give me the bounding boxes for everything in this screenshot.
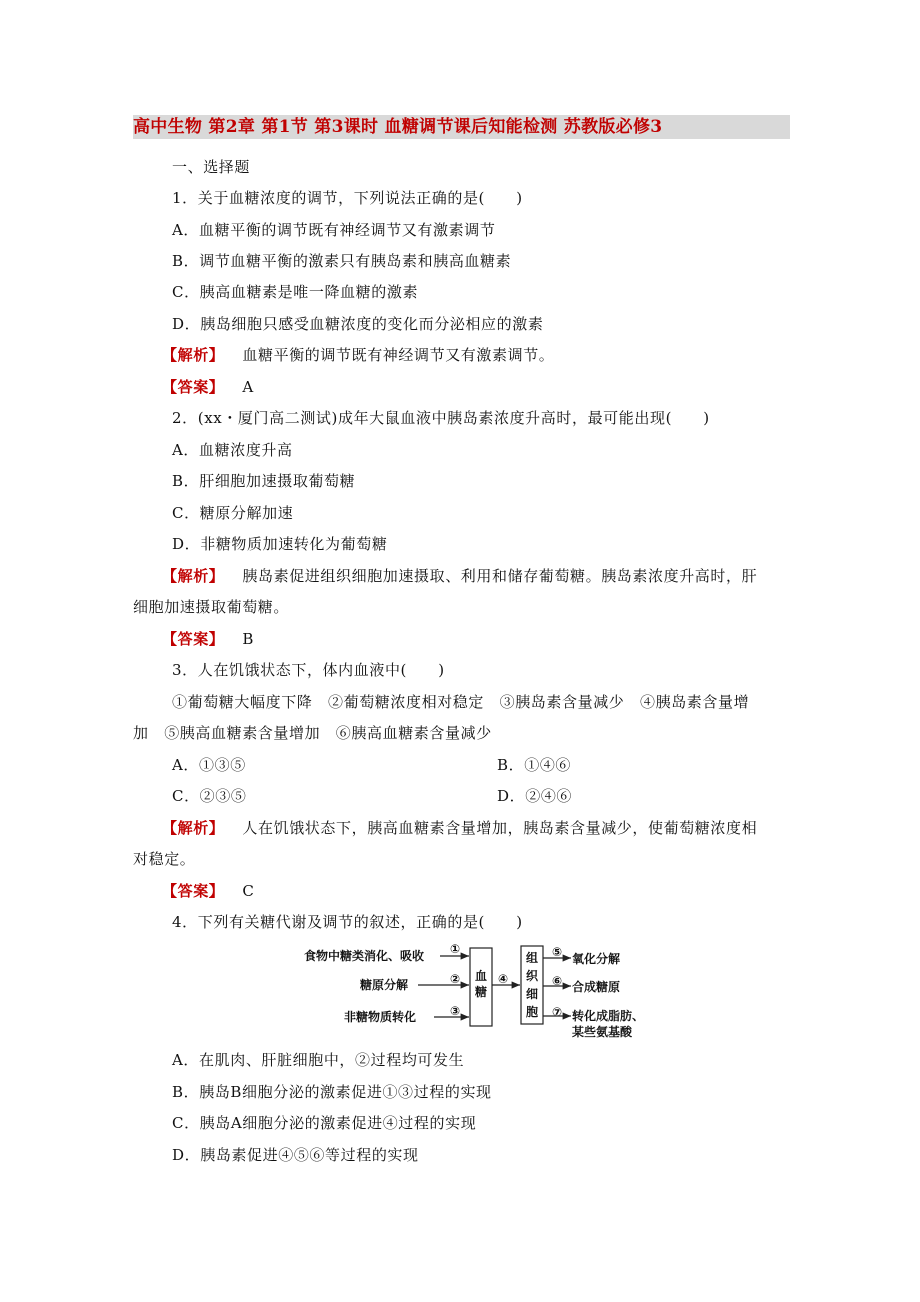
analysis-text: 胰岛素促进组织细胞加速摄取、利用和储存葡萄糖。胰岛素浓度升高时，肝 [242, 567, 758, 585]
q3-items-cont: 加 ⑤胰高血糖素含量增加 ⑥胰高血糖素含量减少 [133, 724, 492, 742]
q4-option-b: B．胰岛B细胞分泌的激素促进①③过程的实现 [172, 1083, 492, 1101]
answer-label: 【答案】 [162, 630, 225, 648]
answer-label: 【答案】 [162, 378, 225, 396]
q4-option-c: C．胰岛A细胞分泌的激素促进④过程的实现 [172, 1114, 477, 1132]
q3-option-b: B．①④⑥ [497, 756, 572, 774]
q1-option-d: D．胰岛细胞只感受血糖浓度的变化而分泌相应的激素 [172, 315, 544, 333]
q1-analysis [162, 345, 554, 365]
q2-option-a: A．血糖浓度升高 [172, 441, 293, 459]
answer-text: B [242, 630, 255, 648]
q1-option-b: B．调节血糖平衡的激素只有胰岛素和胰高血糖素 [172, 252, 512, 270]
q2-analysis [162, 566, 757, 586]
tissue-cell-char-3: 细 [526, 987, 539, 1001]
q3-option-d: D．②④⑥ [497, 787, 573, 805]
label-4: ④ [498, 972, 509, 986]
q3-stem: 3．人在饥饿状态下，体内血液中( ) [172, 661, 445, 679]
q2-answer [162, 629, 254, 649]
q1-option-a: A．血糖平衡的调节既有神经调节又有激素调节 [172, 221, 496, 239]
answer-text: C [242, 882, 255, 900]
blood-glucose-char-2: 糖 [475, 985, 488, 999]
section-heading: 一、选择题 [172, 158, 251, 176]
label-3: ③ [450, 1004, 461, 1018]
answer-label: 【答案】 [162, 882, 225, 900]
output-amino: 某些氨基酸 [572, 1025, 633, 1038]
label-5: ⑤ [552, 945, 563, 959]
q3-answer [162, 881, 254, 901]
output-glycogen: 合成糖原 [572, 980, 621, 994]
analysis-label: 【解析】 [162, 346, 225, 364]
q2-analysis-cont: 细胞加速摄取葡萄糖。 [133, 598, 290, 616]
glucose-metabolism-diagram [290, 938, 690, 1038]
tissue-cell-char-1: 组 [526, 951, 539, 965]
analysis-text: 血糖平衡的调节既有神经调节又有激素调节。 [242, 346, 555, 364]
tissue-cell-char-2: 织 [526, 969, 539, 983]
q3-analysis [162, 818, 757, 838]
tissue-cell-char-4: 胞 [526, 1005, 539, 1019]
q4-option-d: D．胰岛素促进④⑤⑥等过程的实现 [172, 1146, 419, 1164]
q3-option-c: C．②③⑤ [172, 787, 247, 805]
q1-stem: 1．关于血糖浓度的调节，下列说法正确的是( ) [172, 189, 523, 207]
q1-option-c: C．胰高血糖素是唯一降血糖的激素 [172, 283, 419, 301]
label-1: ① [450, 942, 461, 956]
q3-analysis-cont: 对稳定。 [133, 850, 196, 868]
answer-text: A [242, 378, 254, 396]
blood-glucose-char-1: 血 [475, 969, 488, 983]
q3-items: ①葡萄糖大幅度下降 ②葡萄糖浓度相对稳定 ③胰岛素含量减少 ④胰岛素含量增 [172, 693, 750, 711]
q1-answer [162, 377, 254, 397]
q2-option-c: C．糖原分解加速 [172, 504, 294, 522]
output-oxidation: 氧化分解 [572, 952, 621, 966]
source-gluconeogenesis: 非糖物质转化 [344, 1010, 417, 1024]
q3-option-a: A．①③⑤ [172, 756, 246, 774]
analysis-label: 【解析】 [162, 567, 225, 585]
source-glycogenolysis: 糖原分解 [360, 978, 409, 992]
label-7: ⑦ [552, 1005, 563, 1019]
label-2: ② [450, 972, 461, 986]
q2-stem: 2．(xx・厦门高二测试)成年大鼠血液中胰岛素浓度升高时，最可能出现( ) [172, 409, 710, 427]
label-6: ⑥ [552, 974, 563, 988]
output-fat: 转化成脂肪、 [572, 1009, 645, 1023]
q2-option-d: D．非糖物质加速转化为葡萄糖 [172, 535, 388, 553]
q2-option-b: B．肝细胞加速摄取葡萄糖 [172, 472, 356, 490]
q4-option-a: A．在肌肉、肝脏细胞中，②过程均可发生 [172, 1051, 465, 1069]
analysis-text: 人在饥饿状态下，胰高血糖素含量增加，胰岛素含量减少，使葡萄糖浓度相 [242, 819, 758, 837]
document-title: 高中生物 第2章 第1节 第3课时 血糖调节课后知能检测 苏教版必修3 [133, 115, 790, 139]
q4-stem: 4．下列有关糖代谢及调节的叙述，正确的是( ) [172, 913, 523, 931]
analysis-label: 【解析】 [162, 819, 225, 837]
source-digestion: 食物中糖类消化、吸收 [304, 949, 425, 963]
